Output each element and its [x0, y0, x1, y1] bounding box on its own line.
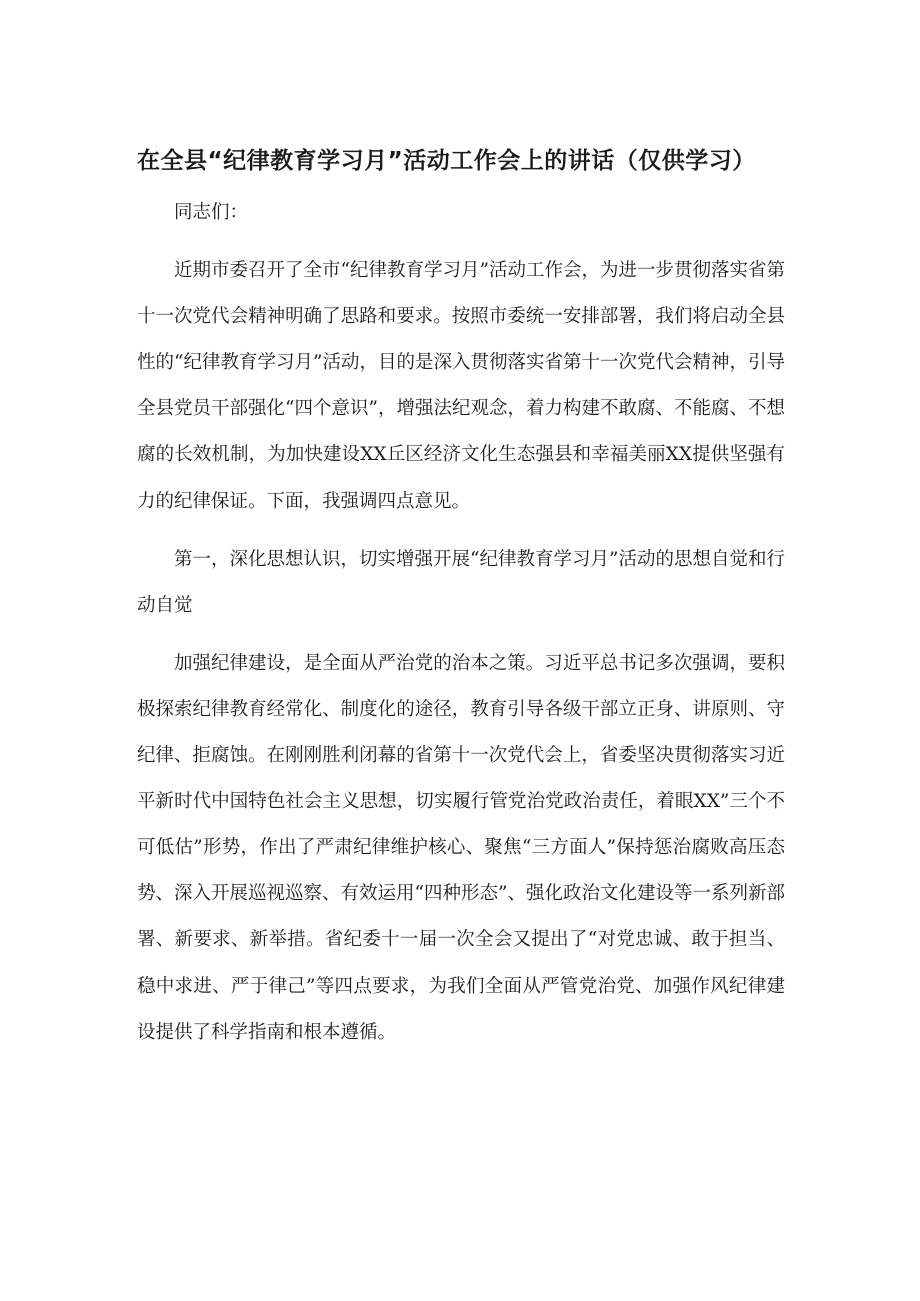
salutation: 同志们：	[174, 202, 249, 223]
paragraph-discipline: 加强纪律建设，是全面从严治党的治本之策。习近平总书记多次强调，要积极探索纪律教育经常化、制度化的途径，教育引导各级干部立正身、讲原则、守纪律、拒腐蚀。在刚刚胜利闭幕的省第十一次党代会上，省委坚决贯彻落实习近平新时代中国特色社会主义思想，切实履行管党治党政治责任，着眼XX”三个不可低估”形势，作出了严肃纪律维护核心、聚焦“三方面人”保持惩治腐败高压态势、深入开展巡视巡察、有效运用“四种形态”、强化政治文化建设等一系列新部署、新要求、新举措。省纪委十一届一次全会又提出了“对党忠诚、敢于担当、稳中求进、严于律己”等四点要求，为我们全面从严管党治党、加强作风纪律建设提供了科学指南和根本遵循。	[137, 652, 785, 1043]
document-body	[137, 190, 785, 1056]
paragraph-intro: 近期市委召开了全市“纪律教育学习月”活动工作会，为进一步贯彻落实省第十一次党代会精神明确了思路和要求。按照市委统一安排部署，我们将启动全县性的“纪律教育学习月”活动，目的是深入贯彻落实省第十一次党代会精神，引导全县党员干部强化“四个意识”，增强法纪观念，着力构建不敢腐、不能腐、不想腐的长效机制，为加快建设XX丘区经济文化生态强县和幸福美丽XX提供坚强有力的纪律保证。下面，我强调四点意见。	[137, 260, 785, 512]
document-title: 在全县“纪律教育学习月”活动工作会上的讲话（仅供学习）	[137, 148, 756, 174]
section-heading-first: 第一，深化思想认识，切实增强开展“纪律教育学习月”活动的思想自觉和行动自觉	[137, 548, 785, 616]
